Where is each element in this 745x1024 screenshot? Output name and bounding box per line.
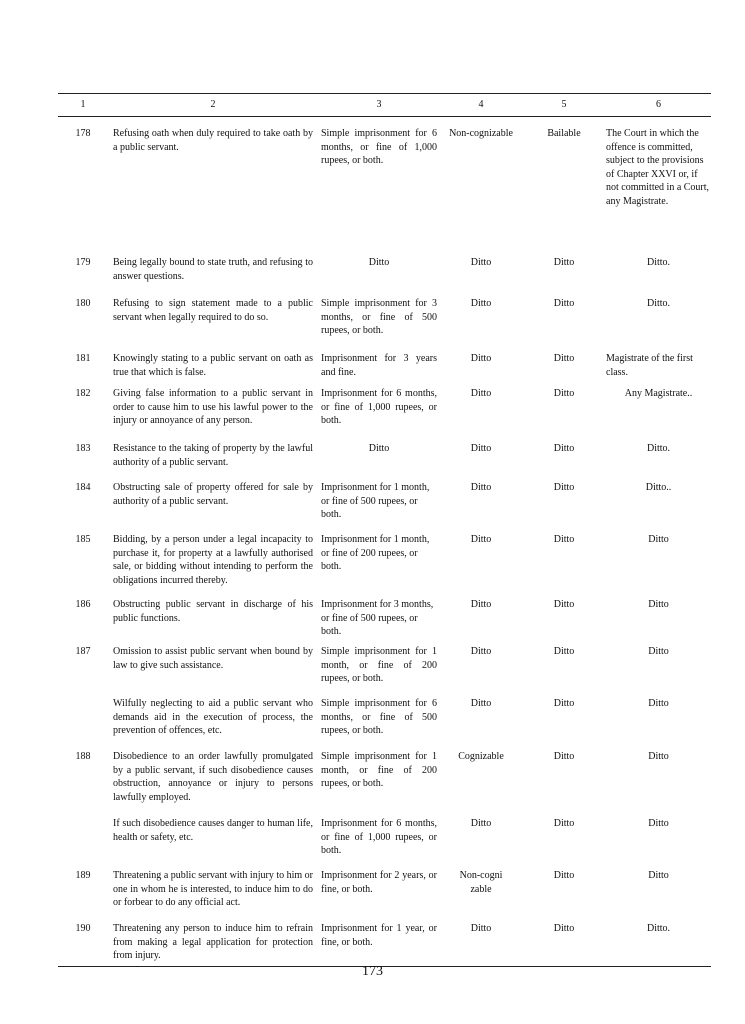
table-row [58, 869, 711, 922]
court-cell: Ditto [648, 599, 669, 610]
bailable-cell: Ditto [553, 534, 575, 545]
cognizable-cell: Ditto [470, 443, 492, 454]
court-cell: Ditto [648, 870, 669, 881]
section-number [58, 697, 108, 750]
punishment-cell: Imprisonment for 2 years, or fine, or both. [321, 870, 437, 895]
table-row [58, 598, 711, 645]
punishment-cell: Imprisonment for 1 month, or fine of 200 rupees, or both. [321, 534, 430, 573]
section-number: 178 [75, 128, 91, 139]
punishment-cell: Imprisonment for 1 month, or fine of 500 rupees, or both. [321, 482, 430, 521]
court-cell: The Court in which the offence is committed, subject to the provisions of Chapter XXVI or, if not committed in a Court, any Magistrate. [606, 128, 710, 207]
table-row [58, 297, 711, 352]
table-row [58, 352, 711, 387]
punishment-cell: Imprisonment for 3 months, or fine of 500 rupees, or both. [321, 599, 434, 638]
table-row [58, 697, 711, 750]
section-number: 185 [75, 534, 91, 545]
section-number: 186 [75, 599, 91, 610]
punishment-cell: Imprisonment for 6 months, or fine of 1,000 rupees, or both. [321, 818, 437, 857]
offence-cell: Omission to assist public servant when bound by law to give such assistance. [113, 646, 313, 671]
punishment-cell: Imprisonment for 6 months, or fine of 1,000 rupees, or both. [321, 388, 437, 427]
table-row [58, 645, 711, 697]
punishment-cell: Ditto [368, 443, 390, 454]
punishment-cell: Simple imprisonment for 6 months, or fine of 1,000 rupees, or both. [321, 128, 437, 167]
table-row [58, 750, 711, 817]
court-cell: Ditto.. [645, 482, 672, 493]
table-row [58, 817, 711, 869]
cognizable-cell: Ditto [470, 482, 492, 493]
offence-cell: Wilfully neglecting to aid a public servant who demands aid in the execution of process, the prevention of offences, etc. [113, 698, 313, 737]
cognizable-cell: Ditto [470, 599, 492, 610]
table-row [58, 481, 711, 533]
offence-cell: Disobedience to an order lawfully promulgated by a public servant, if such disobedience causes obstruction, annoyance or injury to persons lawfully employed. [113, 751, 313, 803]
offence-cell: Being legally bound to state truth, and refusing to answer questions. [113, 257, 313, 282]
punishment-cell: Simple imprisonment for 3 months, or fine of 500 rupees, or both. [321, 298, 437, 337]
punishment-cell: Simple imprisonment for 6 months, or fine of 500 rupees, or both. [321, 698, 437, 737]
punishment-cell: Simple imprisonment for 1 month, or fine of 200 rupees, or both. [321, 646, 437, 685]
bailable-cell: Ditto [553, 388, 575, 399]
cognizable-cell: Non-cognizable [459, 870, 503, 895]
court-cell: Ditto. [646, 257, 671, 268]
page-number: 173 [362, 964, 383, 979]
punishment-cell: Imprisonment for 3 years and fine. [321, 353, 437, 378]
header-col-5: 5 [561, 99, 567, 111]
section-number: 189 [75, 870, 91, 881]
offence-cell: Threatening any person to induce him to refrain from making a legal application for protection from injury. [113, 923, 313, 962]
court-cell: Ditto [648, 751, 669, 762]
court-cell: Ditto. [646, 298, 671, 309]
bailable-cell: Ditto [553, 751, 575, 762]
cognizable-cell: Non-cognizable [449, 128, 513, 139]
offence-cell: Resistance to the taking of property by the lawful authority of a public servant. [113, 443, 313, 468]
bailable-cell: Ditto [553, 482, 575, 493]
court-cell: Ditto [648, 534, 669, 545]
punishment-cell: Simple imprisonment for 1 month, or fine of 200 rupees, or both. [321, 751, 437, 790]
offence-cell: Obstructing public servant in discharge of his public functions. [113, 599, 313, 624]
cognizable-cell: Ditto [470, 646, 492, 657]
offence-cell: Bidding, by a person under a legal incapacity to purchase it, for property at a lawfully authorised sale, or bidding without intending to perform the obligations incurred thereby. [113, 534, 313, 586]
bailable-cell: Ditto [553, 599, 575, 610]
punishment-cell: Imprisonment for 1 year, or fine, or both. [321, 923, 437, 948]
bailable-cell: Ditto [553, 923, 575, 934]
section-number: 187 [75, 646, 91, 657]
cognizable-cell: Ditto [470, 353, 492, 364]
cognizable-cell: Ditto [470, 388, 492, 399]
bailable-cell: Ditto [553, 257, 575, 268]
table-row [58, 127, 711, 256]
offence-cell: If such disobedience causes danger to human life, health or safety, etc. [113, 818, 313, 843]
section-number: 181 [75, 353, 91, 364]
cognizable-cell: Ditto [470, 257, 492, 268]
offence-cell: Threatening a public servant with injury to him or one in whom he is interested, to induce him to do or forbear to do any official act. [113, 870, 313, 909]
cognizable-cell: Ditto [470, 698, 492, 709]
section-number: 183 [75, 443, 91, 454]
court-cell: Ditto. [646, 443, 671, 454]
table-row [58, 922, 711, 966]
table-row [58, 256, 711, 297]
court-cell: Ditto [648, 818, 669, 829]
bailable-cell: Ditto [553, 646, 575, 657]
section-number: 180 [75, 298, 91, 309]
bailable-cell: Ditto [553, 818, 575, 829]
section-number: 179 [75, 257, 91, 268]
header-col-6: 6 [656, 99, 661, 111]
bailable-cell: Ditto [553, 298, 575, 309]
section-number: 184 [75, 482, 91, 493]
table-row [58, 533, 711, 598]
section-number [58, 817, 108, 869]
court-cell: Ditto [648, 646, 669, 657]
cognizable-cell: Ditto [470, 923, 492, 934]
header-col-4: 4 [478, 99, 484, 111]
table-row [58, 442, 711, 481]
punishment-cell: Ditto [368, 257, 390, 268]
section-number: 190 [75, 923, 91, 934]
bailable-cell: Ditto [553, 443, 575, 454]
court-cell: Any Magistrate.. [624, 388, 693, 399]
header-col-1: 1 [80, 99, 86, 111]
cognizable-cell: Cognizable [458, 751, 504, 762]
section-number: 188 [75, 751, 91, 762]
table-row [58, 387, 711, 442]
cognizable-cell: Ditto [470, 534, 492, 545]
court-cell: Magistrate of the first class. [606, 353, 693, 378]
bailable-cell: Ditto [553, 870, 575, 881]
court-cell: Ditto [648, 698, 669, 709]
bailable-cell: Bailable [547, 128, 581, 139]
section-number: 182 [75, 388, 91, 399]
offence-cell: Refusing oath when duly required to take oath by a public servant. [113, 128, 313, 153]
cognizable-cell: Ditto [470, 298, 492, 309]
offence-cell: Obstructing sale of property offered for sale by authority of a public servant. [113, 482, 313, 507]
cognizable-cell: Ditto [470, 818, 492, 829]
court-cell: Ditto. [646, 923, 671, 934]
table-header-row [58, 94, 711, 117]
bailable-cell: Ditto [553, 353, 575, 364]
bailable-cell: Ditto [553, 698, 575, 709]
header-col-3: 3 [376, 99, 382, 111]
offence-cell: Refusing to sign statement made to a public servant when legally required to do so. [113, 298, 313, 323]
offence-cell: Giving false information to a public servant in order to cause him to use his lawful power to the injury or annoyance of any person. [113, 388, 313, 427]
header-col-2: 2 [210, 99, 216, 111]
offence-cell: Knowingly stating to a public servant on oath as true that which is false. [113, 353, 313, 378]
document-page [58, 93, 711, 967]
